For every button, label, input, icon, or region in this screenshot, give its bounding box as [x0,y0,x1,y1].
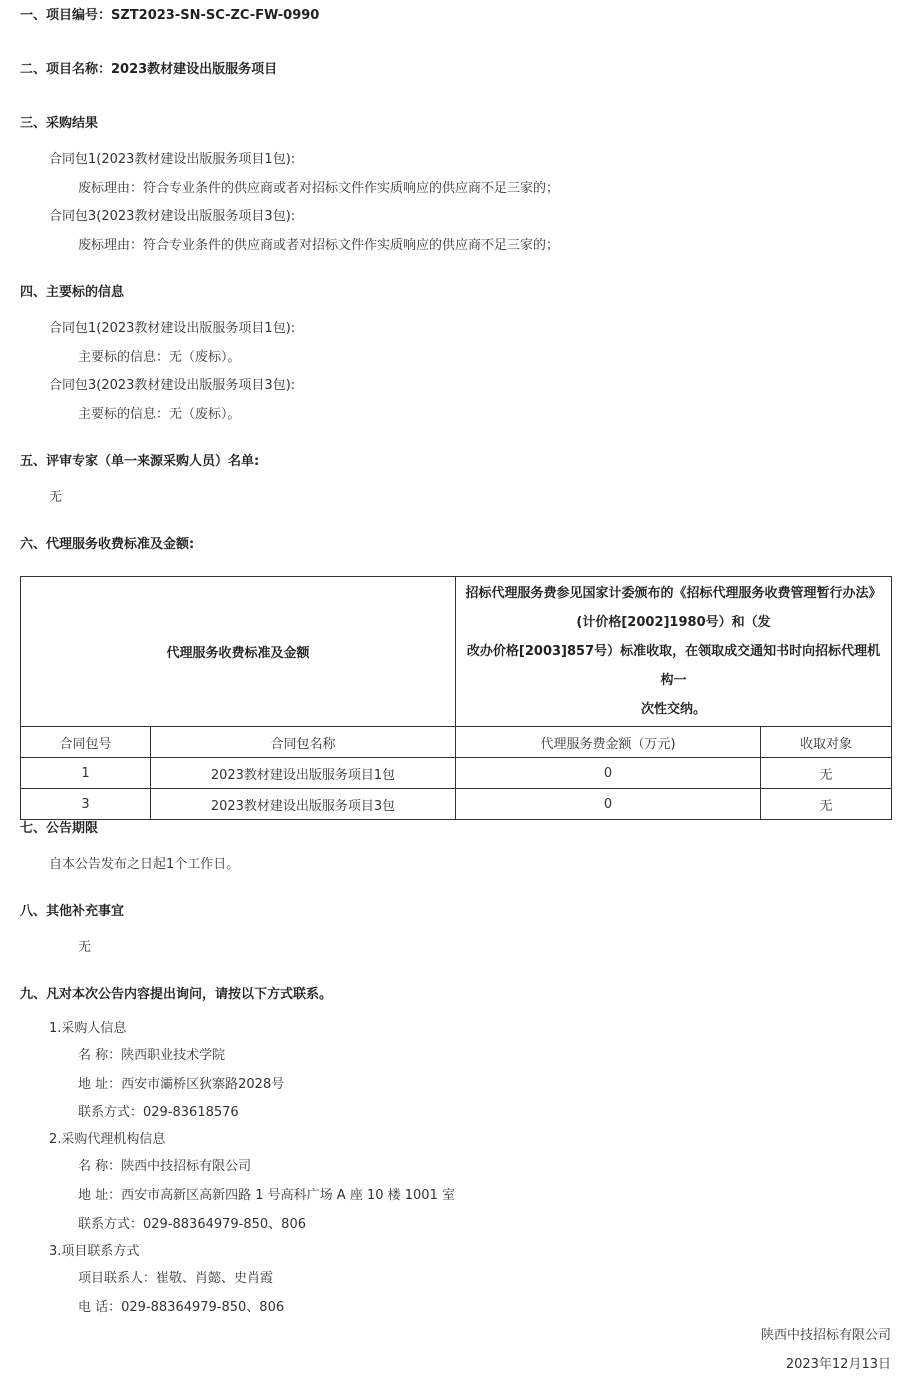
fee-standard-row [21,577,892,727]
agency-address: 地 址：西安市高新区高新四路 1 号高科广场 A 座 10 楼 1001 室 [78,1188,455,1203]
agency-contact: 联系方式：029-88364979-850、806 [78,1217,306,1232]
section-notice-period-title: 七、公告期限 [20,821,99,836]
project-number: 一、项目编号：SZT2023-SN-SC-ZC-FW-0990 [20,8,320,23]
section-main-subject-title: 四、主要标的信息 [20,285,125,300]
project-contact-people: 项目联系人：崔敬、肖懿、史肖霞 [78,1271,274,1286]
column-header: 合同包名称 [151,727,456,758]
experts-value: 无 [49,490,63,505]
result-package-3-reason: 废标理由：符合专业条件的供应商或者对招标文件作实质响应的供应商不足三家的； [78,238,560,253]
buyer-address: 地 址：西安市灞桥区狄寨路2028号 [78,1077,285,1092]
fee-standard-line-3: 改办价格[2003]857号）标准收取，在领取成交通知书时向招标代理机构一 [466,644,881,688]
fee-table [20,576,892,820]
footer-company: 陕西中技招标有限公司 [760,1328,891,1343]
table-cell: 2023教材建设出版服务项目1包 [151,758,456,789]
column-header: 代理服务费金额（万元) [456,727,761,758]
table-cell: 2023教材建设出版服务项目3包 [151,789,456,820]
table-cell: 0 [456,789,761,820]
result-package-1: 合同包1(2023教材建设出版服务项目1包): [49,152,296,167]
table-cell: 1 [21,758,151,789]
footer-date: 2023年12月13日 [785,1357,891,1372]
table-row [21,789,892,820]
section-procurement-result-title: 三、采购结果 [20,116,99,131]
buyer-name: 名 称：陕西职业技术学院 [78,1048,226,1063]
fee-standard-line-4: 次性交纳。 [641,702,707,717]
section-other-matters-title: 八、其他补充事宜 [20,904,125,919]
result-package-1-reason: 废标理由：符合专业条件的供应商或者对招标文件作实质响应的供应商不足三家的； [78,181,560,196]
subject-package-1: 合同包1(2023教材建设出版服务项目1包): [49,321,296,336]
result-package-3: 合同包3(2023教材建设出版服务项目3包): [49,209,296,224]
agency-info-title: 2.采购代理机构信息 [49,1132,166,1147]
project-name: 二、项目名称：2023教材建设出版服务项目 [20,62,278,77]
buyer-info-title: 1.采购人信息 [49,1021,127,1036]
agency-name: 名 称：陕西中技招标有限公司 [78,1159,252,1174]
project-contact-phone: 电 话：029-88364979-850、806 [78,1300,285,1315]
table-header-row [21,727,892,758]
fee-standard-text [456,577,892,727]
column-header: 收取对象 [761,727,892,758]
notice-period-value: 自本公告发布之日起1个工作日。 [49,857,240,872]
table-cell: 无 [761,758,892,789]
section-contact-title: 九、凡对本次公告内容提出询问，请按以下方式联系。 [20,987,333,1002]
fee-standard-line-2: (计价格[2002]1980号）和（发 [576,615,771,630]
project-contact-title: 3.项目联系方式 [49,1244,140,1259]
table-cell: 无 [761,789,892,820]
buyer-contact: 联系方式：029-83618576 [78,1105,239,1120]
table-row [21,758,892,789]
subject-package-3-info: 主要标的信息：无（废标）。 [78,407,241,422]
fee-standard-line-1: 招标代理服务费参见国家计委颁布的《招标代理服务收费管理暂行办法》 [465,586,882,601]
other-matters-value: 无 [78,940,92,955]
table-cell: 3 [21,789,151,820]
subject-package-1-info: 主要标的信息：无（废标）。 [78,350,241,365]
section-fee-title: 六、代理服务收费标准及金额: [20,537,195,552]
section-experts-title: 五、评审专家（单一来源采购人员）名单: [20,454,260,469]
column-header: 合同包号 [21,727,151,758]
fee-standard-label: 代理服务收费标准及金额 [21,577,456,727]
subject-package-3: 合同包3(2023教材建设出版服务项目3包): [49,378,296,393]
table-cell: 0 [456,758,761,789]
